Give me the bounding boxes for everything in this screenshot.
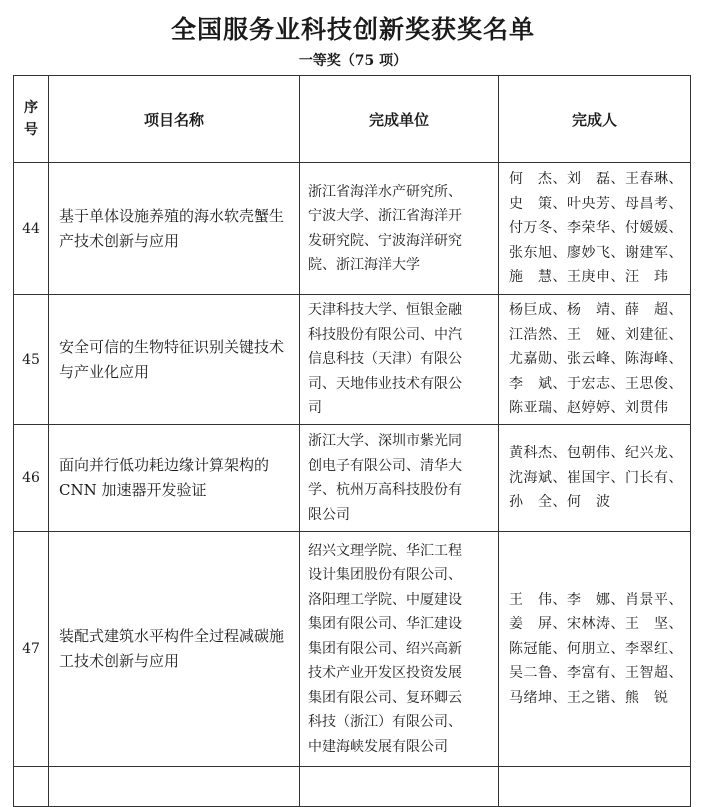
document-title: 全国服务业科技创新奖获奖名单 — [170, 15, 535, 44]
project-name: 安全可信的生物特征识别关键技术与产业化应用 — [49, 295, 300, 425]
completion-people: 王 伟、李 娜、肖景平、 姜 屏、宋林涛、王 坚、 陈冠能、何朋立、李翠红、 吴二鲁、李富有、王智超、 马绪坤、王之锴、熊 锐 — [499, 532, 691, 767]
header-people: 完成人 — [499, 76, 691, 163]
row-number: 45 — [14, 295, 49, 425]
completion-people: 黄科杰、包朝伟、纪兴龙、 沈海斌、崔国宇、门长有、 孙 全、何 波 — [499, 425, 691, 532]
completion-units: 绍兴文理学院、华汇工程 设计集团股份有限公司、 洛阳理工学院、中厦建设 集团有限公司、华汇建设 集团有限公司、绍兴高新 技术产业开发区投资发展 集团有限公司、复环卿云 科技（浙江）有限公司、 中建海峡发展有限公司 — [300, 532, 499, 767]
row-number: 47 — [14, 532, 49, 767]
table-row — [14, 295, 691, 425]
table-row — [14, 532, 691, 767]
award-table — [13, 75, 691, 807]
header-number — [14, 76, 49, 163]
header-unit: 完成单位 — [300, 76, 499, 163]
project-name: 面向并行低功耗边缘计算架构的 CNN 加速器开发验证 — [49, 425, 300, 532]
row-number: 46 — [14, 425, 49, 532]
completion-people: 杨巨成、杨 靖、薛 超、 江浩然、王 娅、刘建征、 尤嘉勋、张云峰、陈海峰、 李 斌、于宏志、王思俊、 陈亚瑞、赵婷婷、刘贯伟 — [499, 295, 691, 425]
table-row — [14, 163, 691, 295]
table-row-partial — [14, 767, 691, 807]
row-number: 44 — [14, 163, 49, 295]
table-header-row — [14, 76, 691, 163]
completion-units: 浙江大学、深圳市紫光同 创电子有限公司、清华大 学、杭州万高科技股份有 限公司 — [300, 425, 499, 532]
header-project-name: 项目名称 — [49, 76, 300, 163]
table-row — [14, 425, 691, 532]
project-name: 基于单体设施养殖的海水软壳蟹生产技术创新与应用 — [49, 163, 300, 295]
header-number-label: 序 号 — [24, 100, 38, 138]
completion-people: 何 杰、刘 磊、王春琳、 史 策、叶央芳、母昌考、 付万冬、李荣华、付媛媛、 张东旭、廖妙飞、谢建军、 施 慧、王庚申、汪 玮 — [499, 163, 691, 295]
award-level-subtitle: 一等奖（75 项） — [298, 53, 408, 69]
project-name: 装配式建筑水平构件全过程减碳施工技术创新与应用 — [49, 532, 300, 767]
completion-units: 天津科技大学、恒银金融 科技股份有限公司、中汽 信息科技（天津）有限公 司、天地伟业技术有限公 司 — [300, 295, 499, 425]
completion-units: 浙江省海洋水产研究所、 宁波大学、浙江省海洋开 发研究院、宁波海洋研究 院、浙江海洋大学 — [300, 163, 499, 295]
